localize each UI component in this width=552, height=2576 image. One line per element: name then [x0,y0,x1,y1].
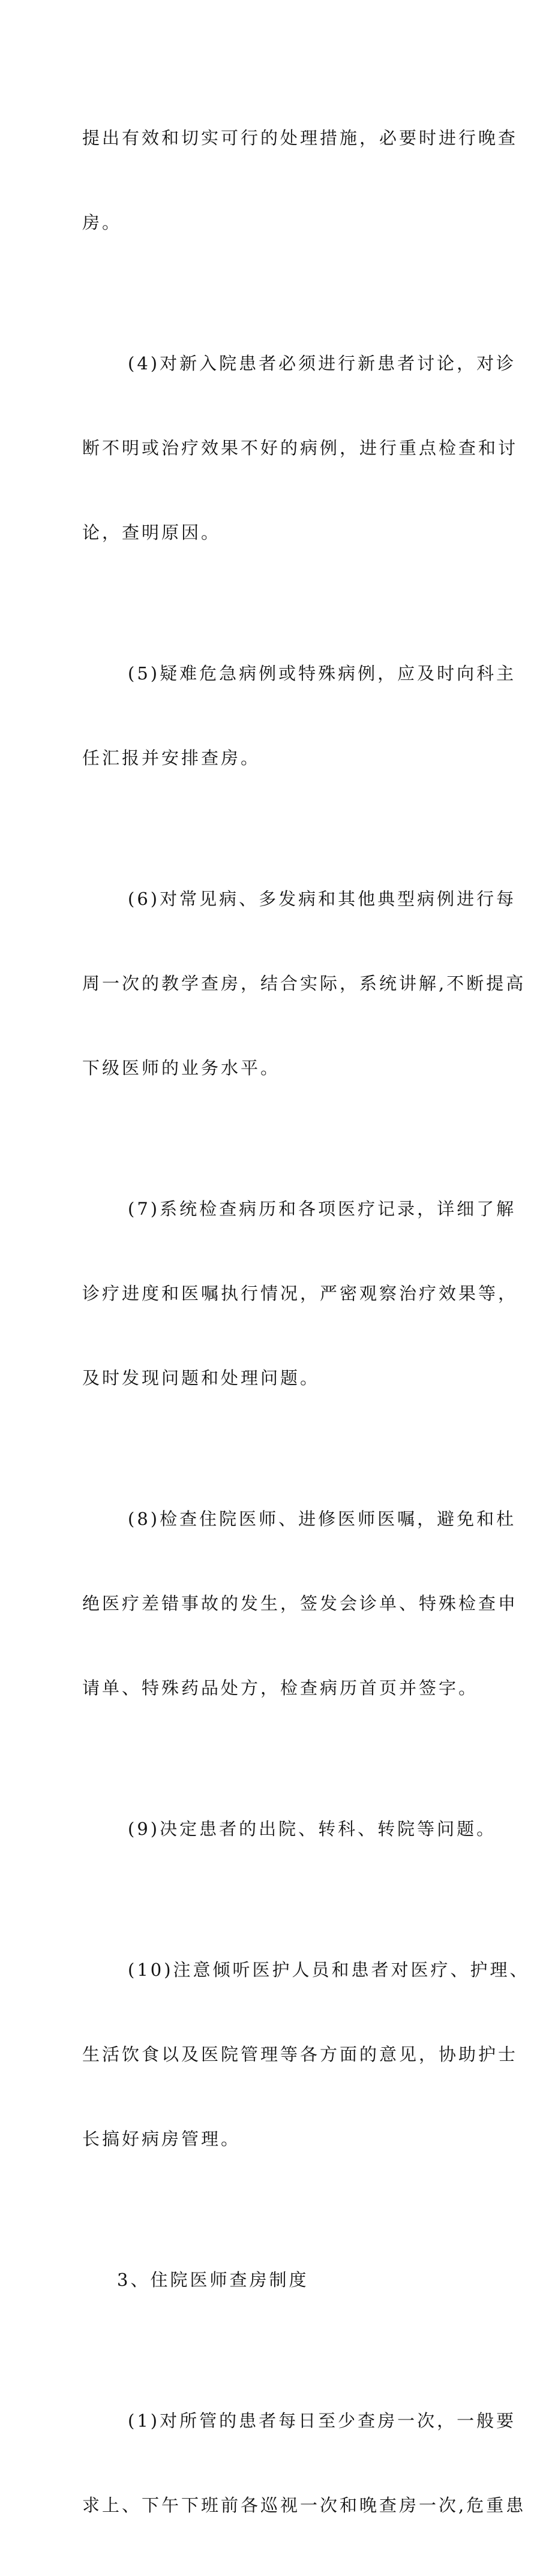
text-line: 断不明或治疗效果不好的病例，进行重点检查和讨 [82,438,518,458]
paragraph-item-6 [82,829,526,1139]
paragraph-item-5 [82,603,517,829]
text-line: 任汇报并安排查房。 [82,748,261,768]
text-line: (7)系统检查病历和各项医疗记录，详细了解 [128,1199,517,1219]
text-line: 求上、下午下班前各巡视一次和晚查房一次,危重患 [82,2495,526,2515]
text-line: 周一次的教学查房，结合实际，系统讲解,不断提高 [82,973,526,994]
text-line: (9)决定患者的出院、转科、转院等问题。 [128,1819,497,1839]
paragraph-item-9 [82,1759,497,1900]
document-body [82,68,530,2576]
text-line: (1)对所管的患者每日至少查房一次，一般要 [128,2411,517,2431]
paragraph-continuation [82,68,518,293]
text-line: 诊疗进度和医嘱执行情况，严密观察治疗效果等， [82,1283,518,1304]
text-line: (4)对新入院患者必须进行新患者讨论，对诊 [128,353,517,374]
text-line: 下级医师的业务水平。 [82,1058,281,1078]
text-line: 及时发现问题和处理问题。 [82,1368,320,1388]
text-line: (10)注意倾听医护人员和患者对医疗、护理、 [128,1960,530,1980]
paragraph-item-10 [82,1900,530,2210]
text-line: 绝医疗差错事故的发生，签发会诊单、特殊检查申 [82,1593,518,1614]
text-line: 长搞好病房管理。 [82,2129,241,2149]
paragraph-item-8 [82,1449,518,1759]
text-line: 请单、特殊药品处方，检查病历首页并签字。 [82,1678,479,1698]
text-line: (8)检查住院医师、进修医师医嘱，避免和杜 [128,1509,517,1529]
text-line: (5)疑难危急病例或特殊病例，应及时向科主 [128,663,517,684]
section-heading-3 [82,2210,478,2351]
text-line: (6)对常见病、多发病和其他典型病例进行每 [128,889,517,909]
text-line: 房。 [82,212,122,233]
paragraph-item-4 [82,293,518,603]
text-line: 论，查明原因。 [82,522,221,543]
paragraph-section3-item-1 [82,2351,526,2576]
text-line: 生活饮食以及医院管理等各方面的意见，协助护士 [82,2044,518,2065]
paragraph-item-7 [82,1139,518,1449]
heading-line: 3、住院医师查房制度 [117,2270,309,2290]
text-line: 提出有效和切实可行的处理措施，必要时进行晚查 [82,128,518,148]
